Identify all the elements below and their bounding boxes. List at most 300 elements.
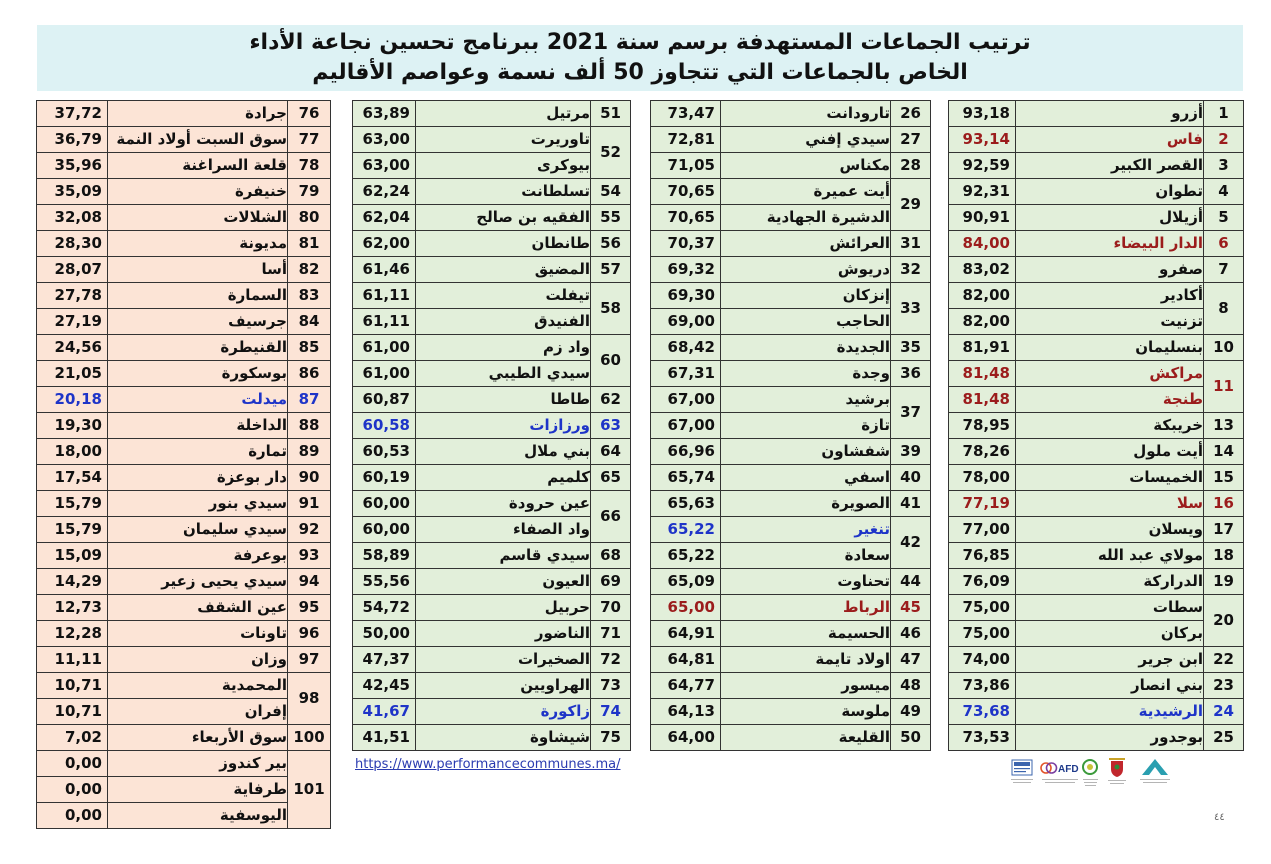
score-value: 61,11 xyxy=(353,309,416,335)
rank-cell: 63 xyxy=(591,413,631,439)
ranking-row xyxy=(949,283,1244,309)
score-value: 60,00 xyxy=(353,491,416,517)
rank-cell: 56 xyxy=(591,231,631,257)
score-value: 28,07 xyxy=(37,257,108,283)
ranking-row xyxy=(949,309,1244,335)
ranking-row xyxy=(949,205,1244,231)
commune-name: دار بوعزة xyxy=(108,465,288,491)
score-value: 55,56 xyxy=(353,569,416,595)
rank-cell: 24 xyxy=(1204,699,1244,725)
rank-cell: 95 xyxy=(288,595,331,621)
commune-name: بيوكرى xyxy=(416,153,591,179)
commune-name: تحناوت xyxy=(721,569,891,595)
ranking-row xyxy=(949,179,1244,205)
commune-name: المضيق xyxy=(416,257,591,283)
commune-name: بوعرفة xyxy=(108,543,288,569)
ranking-row xyxy=(353,309,631,335)
ranking-row xyxy=(651,491,931,517)
commune-name: ابن جرير xyxy=(1016,647,1204,673)
ranking-row xyxy=(353,101,631,127)
commune-name: تارودانت xyxy=(721,101,891,127)
ranking-row xyxy=(949,517,1244,543)
commune-name: دريوش xyxy=(721,257,891,283)
commune-name: مولاي عبد الله xyxy=(1016,543,1204,569)
website-link[interactable]: https://www.performancecommunes.ma/ xyxy=(355,757,621,772)
commune-name: الناضور xyxy=(416,621,591,647)
ranking-row xyxy=(37,127,331,153)
score-value: 77,19 xyxy=(949,491,1016,517)
rank-cell: 20 xyxy=(1204,595,1244,647)
commune-name: الصويرة xyxy=(721,491,891,517)
score-value: 72,81 xyxy=(651,127,721,153)
commune-name: ويسلان xyxy=(1016,517,1204,543)
commune-name: سيدي بنور xyxy=(108,491,288,517)
score-value: 20,18 xyxy=(37,387,108,413)
rank-cell: 41 xyxy=(891,491,931,517)
rank-cell: 47 xyxy=(891,647,931,673)
score-value: 70,37 xyxy=(651,231,721,257)
commune-name: أسا xyxy=(108,257,288,283)
rank-cell: 11 xyxy=(1204,361,1244,413)
ranking-row xyxy=(949,673,1244,699)
score-value: 0,00 xyxy=(37,803,108,829)
ranking-row xyxy=(37,647,331,673)
commune-name: تطوان xyxy=(1016,179,1204,205)
score-value: 82,00 xyxy=(949,309,1016,335)
score-value: 60,19 xyxy=(353,465,416,491)
commune-name: عين حرودة xyxy=(416,491,591,517)
score-value: 19,30 xyxy=(37,413,108,439)
commune-name: اسفي xyxy=(721,465,891,491)
rank-cell: 79 xyxy=(288,179,331,205)
ranking-row xyxy=(37,439,331,465)
commune-name: أيت ملول xyxy=(1016,439,1204,465)
ranking-row xyxy=(37,309,331,335)
rank-cell: 96 xyxy=(288,621,331,647)
commune-name: مكناس xyxy=(721,153,891,179)
rank-cell: 90 xyxy=(288,465,331,491)
score-value: 63,00 xyxy=(353,153,416,179)
ranking-row xyxy=(651,569,931,595)
score-value: 65,22 xyxy=(651,543,721,569)
rank-cell: 44 xyxy=(891,569,931,595)
score-value: 64,00 xyxy=(651,725,721,751)
commune-name: طرفاية xyxy=(108,777,288,803)
commune-name: كلميم xyxy=(416,465,591,491)
ranking-row xyxy=(353,257,631,283)
rank-cell: 48 xyxy=(891,673,931,699)
score-value: 35,96 xyxy=(37,153,108,179)
rank-cell: 73 xyxy=(591,673,631,699)
rank-cell: 62 xyxy=(591,387,631,413)
ranking-row xyxy=(651,231,931,257)
score-value: 93,14 xyxy=(949,127,1016,153)
score-value: 64,77 xyxy=(651,673,721,699)
score-value: 50,00 xyxy=(353,621,416,647)
commune-name: الهراويين xyxy=(416,673,591,699)
commune-name: تيفلت xyxy=(416,283,591,309)
ranking-row xyxy=(651,595,931,621)
ranking-row xyxy=(651,465,931,491)
ranking-row xyxy=(651,725,931,751)
rank-cell: 80 xyxy=(288,205,331,231)
ranking-table-4 xyxy=(36,100,331,829)
commune-name: الحسيمة xyxy=(721,621,891,647)
title-banner xyxy=(37,25,1243,91)
commune-name: الفقيه بن صالح xyxy=(416,205,591,231)
rank-cell: 2 xyxy=(1204,127,1244,153)
score-value: 61,46 xyxy=(353,257,416,283)
ranking-row xyxy=(949,621,1244,647)
score-value: 74,00 xyxy=(949,647,1016,673)
score-value: 61,00 xyxy=(353,361,416,387)
commune-name: القصر الكبير xyxy=(1016,153,1204,179)
commune-name: زاكورة xyxy=(416,699,591,725)
score-value: 77,00 xyxy=(949,517,1016,543)
rank-cell: 7 xyxy=(1204,257,1244,283)
rank-cell: 22 xyxy=(1204,647,1244,673)
commune-name: العرائش xyxy=(721,231,891,257)
ranking-row xyxy=(353,179,631,205)
ranking-row xyxy=(37,283,331,309)
commune-name: شيشاوة xyxy=(416,725,591,751)
ranking-row xyxy=(651,205,931,231)
commune-name: طنجة xyxy=(1016,387,1204,413)
ranking-row xyxy=(37,777,331,803)
rank-cell: 39 xyxy=(891,439,931,465)
rank-cell: 91 xyxy=(288,491,331,517)
ranking-row xyxy=(353,595,631,621)
ranking-table-2 xyxy=(650,100,931,751)
score-value: 42,45 xyxy=(353,673,416,699)
ranking-row xyxy=(949,569,1244,595)
commune-name: بني ملال xyxy=(416,439,591,465)
rank-cell: 5 xyxy=(1204,205,1244,231)
ranking-row xyxy=(353,387,631,413)
score-value: 61,00 xyxy=(353,335,416,361)
rank-cell: 40 xyxy=(891,465,931,491)
commune-name: تمارة xyxy=(108,439,288,465)
rank-cell: 31 xyxy=(891,231,931,257)
rank-cell: 100 xyxy=(288,725,331,751)
score-value: 63,00 xyxy=(353,127,416,153)
rank-cell: 26 xyxy=(891,101,931,127)
score-value: 0,00 xyxy=(37,751,108,777)
ranking-row xyxy=(353,361,631,387)
rank-cell: 101 xyxy=(288,751,331,829)
ranking-row xyxy=(37,491,331,517)
rank-cell: 75 xyxy=(591,725,631,751)
score-value: 76,85 xyxy=(949,543,1016,569)
score-value: 21,05 xyxy=(37,361,108,387)
ranking-row xyxy=(37,621,331,647)
rank-cell: 83 xyxy=(288,283,331,309)
ranking-block-3 xyxy=(352,100,630,774)
commune-name: إنزكان xyxy=(721,283,891,309)
score-value: 12,28 xyxy=(37,621,108,647)
commune-name: ميسور xyxy=(721,673,891,699)
commune-name: طانطان xyxy=(416,231,591,257)
ranking-row xyxy=(37,231,331,257)
rank-cell: 14 xyxy=(1204,439,1244,465)
score-value: 68,42 xyxy=(651,335,721,361)
commune-name: الفنيدق xyxy=(416,309,591,335)
score-value: 67,31 xyxy=(651,361,721,387)
rank-cell: 42 xyxy=(891,517,931,569)
partner-logos xyxy=(1008,756,1173,798)
commune-name: سيدي إفني xyxy=(721,127,891,153)
score-value: 73,68 xyxy=(949,699,1016,725)
score-value: 75,00 xyxy=(949,621,1016,647)
ranking-table-1 xyxy=(948,100,1244,751)
ranking-row xyxy=(949,699,1244,725)
score-value: 10,71 xyxy=(37,673,108,699)
rank-cell: 84 xyxy=(288,309,331,335)
rank-cell: 74 xyxy=(591,699,631,725)
commune-name: وزان xyxy=(108,647,288,673)
score-value: 15,79 xyxy=(37,491,108,517)
rank-cell: 13 xyxy=(1204,413,1244,439)
ranking-row xyxy=(353,153,631,179)
ranking-row xyxy=(949,153,1244,179)
score-value: 65,22 xyxy=(651,517,721,543)
rank-cell: 45 xyxy=(891,595,931,621)
rank-cell: 89 xyxy=(288,439,331,465)
ranking-row xyxy=(651,179,931,205)
rank-cell: 93 xyxy=(288,543,331,569)
ranking-row xyxy=(353,231,631,257)
commune-name: الشلالات xyxy=(108,205,288,231)
ranking-row xyxy=(37,335,331,361)
commune-name: واد زم xyxy=(416,335,591,361)
ranking-row xyxy=(949,361,1244,387)
ranking-block-2 xyxy=(650,100,930,751)
score-value: 36,79 xyxy=(37,127,108,153)
ranking-row xyxy=(651,361,931,387)
page-number: ٤٤ xyxy=(1214,812,1225,823)
ranking-row xyxy=(37,205,331,231)
commune-name: سوق السبت أولاد النمة xyxy=(108,127,288,153)
commune-name: تاونات xyxy=(108,621,288,647)
score-value: 83,02 xyxy=(949,257,1016,283)
commune-name: بير كندوز xyxy=(108,751,288,777)
rank-cell: 3 xyxy=(1204,153,1244,179)
rank-cell: 32 xyxy=(891,257,931,283)
title-line-2: الخاص بالجماعات التي تتجاوز 50 ألف نسمة وعواصم الأقاليم xyxy=(312,60,968,85)
rank-cell: 16 xyxy=(1204,491,1244,517)
rank-cell: 29 xyxy=(891,179,931,231)
rank-cell: 98 xyxy=(288,673,331,725)
commune-name: بنسليمان xyxy=(1016,335,1204,361)
score-value: 0,00 xyxy=(37,777,108,803)
commune-name: الرشيدية xyxy=(1016,699,1204,725)
rank-cell: 52 xyxy=(591,127,631,179)
rank-cell: 49 xyxy=(891,699,931,725)
commune-name: برشيد xyxy=(721,387,891,413)
score-value: 27,19 xyxy=(37,309,108,335)
score-value: 10,71 xyxy=(37,699,108,725)
ranking-row xyxy=(949,127,1244,153)
ranking-row xyxy=(949,491,1244,517)
commune-name: خنيفرة xyxy=(108,179,288,205)
score-value: 18,00 xyxy=(37,439,108,465)
commune-name: مرتيل xyxy=(416,101,591,127)
ranking-row xyxy=(353,621,631,647)
green-emblem-logo xyxy=(1083,760,1098,786)
score-value: 24,56 xyxy=(37,335,108,361)
score-value: 92,59 xyxy=(949,153,1016,179)
ranking-row xyxy=(353,205,631,231)
score-value: 58,89 xyxy=(353,543,416,569)
score-value: 78,00 xyxy=(949,465,1016,491)
ranking-row xyxy=(37,595,331,621)
commune-name: أيت عميرة xyxy=(721,179,891,205)
rank-cell: 33 xyxy=(891,283,931,335)
score-value: 64,91 xyxy=(651,621,721,647)
rank-cell: 35 xyxy=(891,335,931,361)
ranking-block-4 xyxy=(36,100,330,829)
score-value: 73,47 xyxy=(651,101,721,127)
ranking-row xyxy=(353,647,631,673)
score-value: 54,72 xyxy=(353,595,416,621)
commune-name: سيدي سليمان xyxy=(108,517,288,543)
ranking-table-3 xyxy=(352,100,631,751)
rank-cell: 60 xyxy=(591,335,631,387)
ranking-row xyxy=(37,751,331,777)
ranking-row xyxy=(353,127,631,153)
rank-cell: 69 xyxy=(591,569,631,595)
commune-name: بني انصار xyxy=(1016,673,1204,699)
score-value: 78,95 xyxy=(949,413,1016,439)
ranking-row xyxy=(949,595,1244,621)
rank-cell: 71 xyxy=(591,621,631,647)
rank-cell: 50 xyxy=(891,725,931,751)
commune-name: أزيلال xyxy=(1016,205,1204,231)
rank-cell: 57 xyxy=(591,257,631,283)
ranking-row xyxy=(353,569,631,595)
rank-cell: 37 xyxy=(891,387,931,439)
ranking-row xyxy=(37,387,331,413)
rank-cell: 23 xyxy=(1204,673,1244,699)
ranking-row xyxy=(651,647,931,673)
commune-name: بوسكورة xyxy=(108,361,288,387)
ranking-row xyxy=(651,257,931,283)
ranking-row xyxy=(949,101,1244,127)
afd-logo xyxy=(1041,763,1079,783)
commune-name: مديونة xyxy=(108,231,288,257)
ranking-row xyxy=(949,231,1244,257)
score-value: 90,91 xyxy=(949,205,1016,231)
ranking-row xyxy=(949,647,1244,673)
commune-name: تسلطانت xyxy=(416,179,591,205)
rank-cell: 15 xyxy=(1204,465,1244,491)
rank-cell: 85 xyxy=(288,335,331,361)
score-value: 66,96 xyxy=(651,439,721,465)
ranking-row xyxy=(353,543,631,569)
score-value: 69,32 xyxy=(651,257,721,283)
score-value: 62,00 xyxy=(353,231,416,257)
rank-cell: 76 xyxy=(288,101,331,127)
score-value: 65,00 xyxy=(651,595,721,621)
commune-name: المحمدية xyxy=(108,673,288,699)
ranking-row xyxy=(37,543,331,569)
commune-name: سوق الأربعاء xyxy=(108,725,288,751)
commune-name: شفشاون xyxy=(721,439,891,465)
rank-cell: 65 xyxy=(591,465,631,491)
ranking-row xyxy=(37,179,331,205)
ranking-row xyxy=(651,153,931,179)
score-value: 60,58 xyxy=(353,413,416,439)
rank-cell: 17 xyxy=(1204,517,1244,543)
score-value: 62,04 xyxy=(353,205,416,231)
commune-name: القليعة xyxy=(721,725,891,751)
commune-name: تازة xyxy=(721,413,891,439)
score-value: 17,54 xyxy=(37,465,108,491)
commune-name: اولاد تايمة xyxy=(721,647,891,673)
rank-cell: 87 xyxy=(288,387,331,413)
score-value: 61,11 xyxy=(353,283,416,309)
rank-cell: 82 xyxy=(288,257,331,283)
score-value: 70,65 xyxy=(651,179,721,205)
rank-cell: 88 xyxy=(288,413,331,439)
ranking-row xyxy=(353,283,631,309)
commune-name: تاوريرت xyxy=(416,127,591,153)
commune-name: سيدي يحيى زعير xyxy=(108,569,288,595)
rank-cell: 4 xyxy=(1204,179,1244,205)
commune-name: الداخلة xyxy=(108,413,288,439)
rank-cell: 81 xyxy=(288,231,331,257)
ranking-row xyxy=(37,803,331,829)
ranking-row xyxy=(651,387,931,413)
ranking-block-1 xyxy=(948,100,1243,824)
score-value: 37,72 xyxy=(37,101,108,127)
ranking-row xyxy=(949,387,1244,413)
ranking-row xyxy=(353,517,631,543)
commune-name: واد الصفاء xyxy=(416,517,591,543)
score-value: 81,48 xyxy=(949,361,1016,387)
title-line-1: ترتيب الجماعات المستهدفة برسم سنة 2021 ببرنامج تحسين نجاعة الأداء xyxy=(249,30,1031,55)
ranking-row xyxy=(651,699,931,725)
commune-name: سطات xyxy=(1016,595,1204,621)
commune-name: أزرو xyxy=(1016,101,1204,127)
partner-arch-logo xyxy=(1140,759,1170,783)
commune-name: تنغير xyxy=(721,517,891,543)
rank-cell: 78 xyxy=(288,153,331,179)
score-value: 75,00 xyxy=(949,595,1016,621)
score-value: 81,91 xyxy=(949,335,1016,361)
ranking-row xyxy=(949,335,1244,361)
ranking-row xyxy=(949,439,1244,465)
ranking-row xyxy=(651,517,931,543)
ranking-row xyxy=(651,543,931,569)
commune-name: جرسيف xyxy=(108,309,288,335)
commune-name: أكادير xyxy=(1016,283,1204,309)
commune-name: الصخيرات xyxy=(416,647,591,673)
commune-name: حربيل xyxy=(416,595,591,621)
score-value: 64,81 xyxy=(651,647,721,673)
commune-name: طاطا xyxy=(416,387,591,413)
rank-cell: 1 xyxy=(1204,101,1244,127)
score-value: 69,30 xyxy=(651,283,721,309)
ranking-row xyxy=(353,439,631,465)
commune-name: الدشيرة الجهادية xyxy=(721,205,891,231)
rank-cell: 86 xyxy=(288,361,331,387)
commune-name: الخميسات xyxy=(1016,465,1204,491)
score-value: 12,73 xyxy=(37,595,108,621)
score-value: 71,05 xyxy=(651,153,721,179)
commune-name: صفرو xyxy=(1016,257,1204,283)
rank-cell: 94 xyxy=(288,569,331,595)
